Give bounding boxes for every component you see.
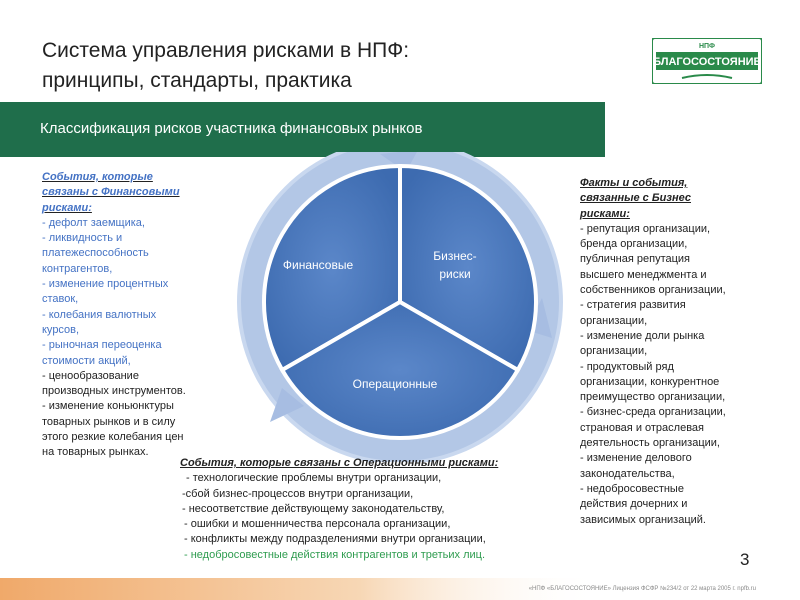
list-item: зависимых организаций. <box>580 513 706 526</box>
list-item: страновая и отраслевая <box>580 421 704 434</box>
list-item: организации, <box>580 345 648 358</box>
list-item: организации, конкурентное <box>580 375 720 388</box>
list-item: деятельность организации, <box>580 437 720 450</box>
list-item: организации, <box>580 314 648 327</box>
list-item: - технологические проблемы внутри организации, <box>186 472 442 485</box>
title-line-1: Система управления рисками в НПФ: <box>42 39 410 62</box>
list-item: действия дочерних и <box>580 498 688 511</box>
header-line: События, которые <box>42 171 153 183</box>
list-item: законодательства, <box>580 467 675 480</box>
list-item: - ошибки и мошенничества персонала организации, <box>184 518 451 531</box>
risk-cycle-diagram <box>230 152 570 462</box>
list-item: - стратегия развития <box>580 299 686 312</box>
list-item: - изменение доли рынка <box>580 329 705 342</box>
list-item: - бизнес-среда организации, <box>580 406 726 419</box>
list-item: стоимости акций, <box>42 354 131 367</box>
list-item: этого резкие колебания цен <box>42 431 184 444</box>
list-item: - недобросовестные действия контрагентов и третьих лиц. <box>184 548 486 561</box>
list-item: высшего менеджмента и <box>580 268 707 281</box>
list-item: товарных рынков и в силу <box>42 415 176 428</box>
list-item: курсов, <box>42 323 80 336</box>
title-line-2: принципы, стандарты, практика <box>42 69 352 92</box>
list-item: ставок, <box>42 293 79 306</box>
list-item: контрагентов, <box>42 262 113 275</box>
list-item: собственников организации, <box>580 284 726 297</box>
list-item: - изменение делового <box>580 452 692 465</box>
list-item: - несоответствие действующему законодательству, <box>182 502 445 515</box>
segment-business-label-1: Бизнес- <box>433 249 477 263</box>
segment-financial-label: Финансовые <box>282 258 354 272</box>
page-title <box>42 36 409 96</box>
financial-risks-header <box>42 170 227 216</box>
page-number: 3 <box>740 550 750 569</box>
list-item: преимущество организации, <box>580 391 726 404</box>
list-item: платежеспособность <box>42 247 149 260</box>
operational-risks-header: События, которые связаны с Операционными рисками: <box>180 457 499 469</box>
list-item: бренда организации, <box>580 238 688 251</box>
section-banner <box>0 102 605 157</box>
list-item: - изменение процентных <box>42 278 169 291</box>
list-item: - репутация организации, <box>580 222 711 235</box>
header-line: рисками: <box>580 207 630 220</box>
list-item: - конфликты между подразделениями внутри организации, <box>184 533 486 546</box>
logo-top-text: НПФ <box>698 43 716 50</box>
business-risks-block <box>580 176 770 528</box>
list-item: публичная репутация <box>580 253 691 266</box>
header-line: Факты и события, <box>580 177 688 189</box>
list-item: - недобросовестные <box>580 482 684 495</box>
header-line: связаны с Финансовыми <box>42 186 180 199</box>
banner-title: Классификация рисков участника финансовых рынков <box>40 120 423 137</box>
list-item: - ценообразование <box>42 369 139 382</box>
financial-risks-block <box>42 170 227 461</box>
segment-operational-label: Операционные <box>352 377 438 391</box>
segment-business-label-2: риски <box>439 267 471 281</box>
list-item: - колебания валютных <box>42 308 157 321</box>
list-item: на товарных рынках. <box>42 446 149 459</box>
header-line: связанные с Бизнес <box>580 192 691 205</box>
list-item: производных инструментов. <box>42 385 186 398</box>
list-item: - ликвидность и <box>42 232 123 245</box>
company-logo <box>652 38 762 84</box>
operational-risks-block <box>180 456 580 563</box>
list-item: - рыночная переоценка <box>42 339 162 352</box>
logo-name-text: БЛАГОСОСТОЯНИЕ <box>653 56 761 68</box>
list-item: -сбой бизнес-процессов внутри организации, <box>182 487 414 500</box>
list-item: - изменение коньюнктуры <box>42 400 174 413</box>
business-risks-header <box>580 176 770 222</box>
header-line: рисками: <box>42 201 92 214</box>
list-item: - продуктовый ряд <box>580 360 674 373</box>
footer-text: «НПФ «БЛАГОСОСТОЯНИЕ» Лицензия ФСФР №234/2 от 22 марта 2005 г. npfb.ru <box>528 586 756 592</box>
list-item: - дефолт заемщика, <box>42 216 145 229</box>
